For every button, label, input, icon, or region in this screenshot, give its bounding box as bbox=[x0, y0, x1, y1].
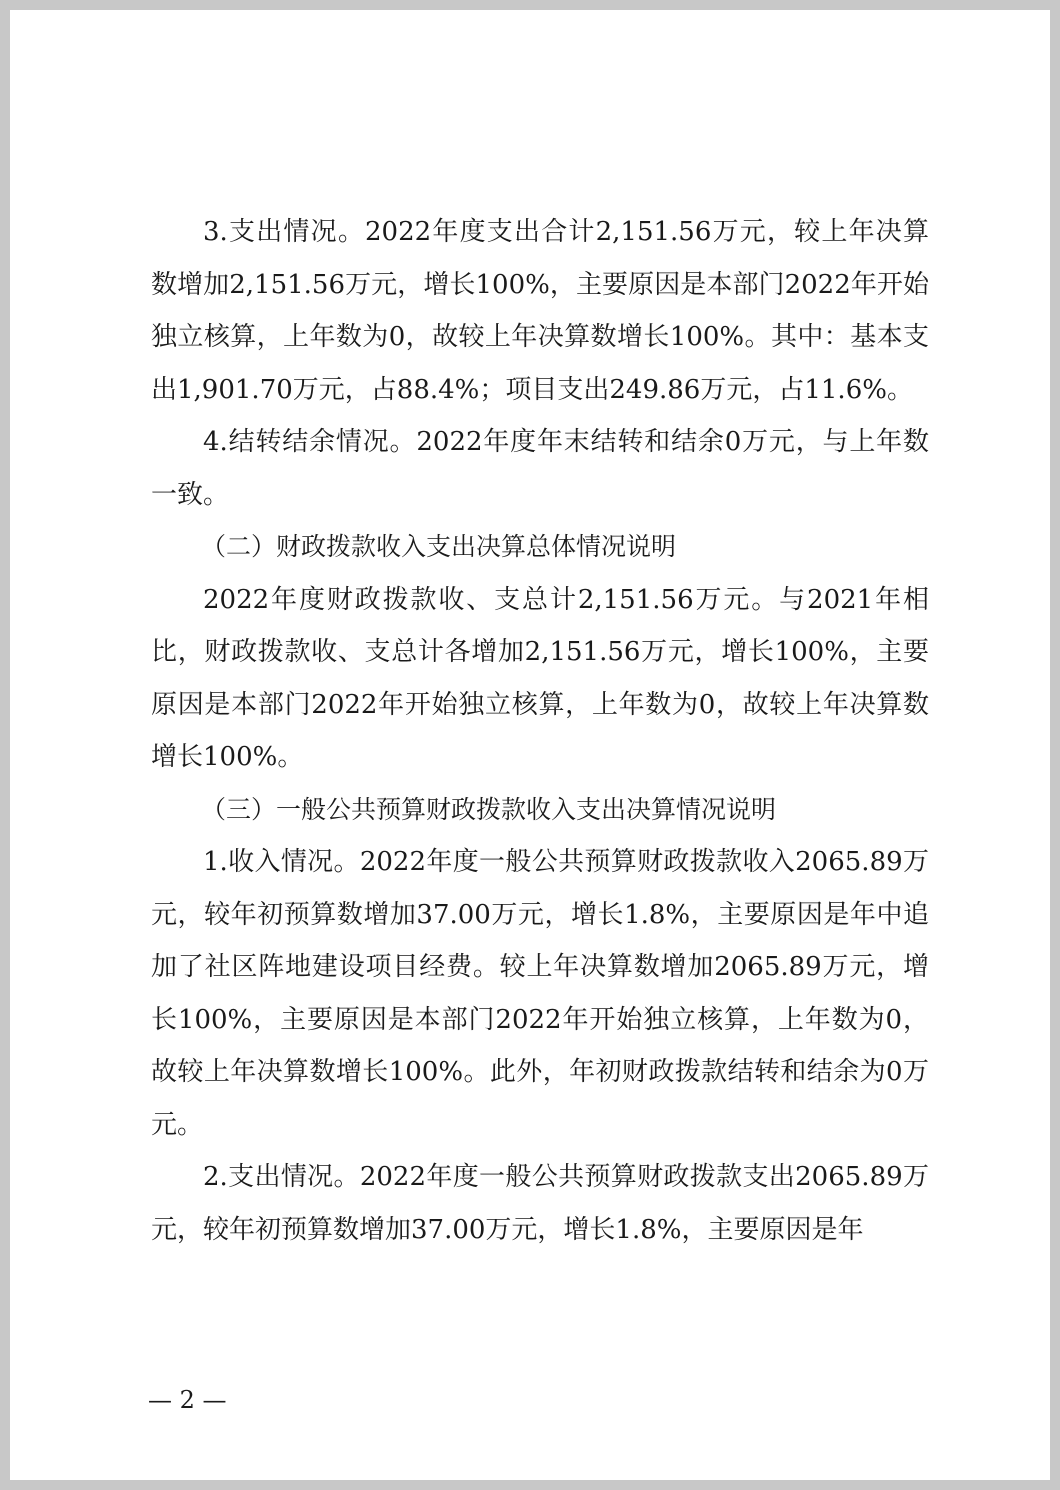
paragraph-expenditure: 3.支出情况。2022年度支出合计2,151.56万元，较上年决算数增加2,151.56万元，增长100%，主要原因是本部门2022年开始独立核算，上年数为0，故较上年决算数增长100%。其中：基本支出1,901.70万元，占88.4%；项目支出249.86万元，占11.6%。 bbox=[151, 217, 929, 405]
page-number: — 2 — bbox=[148, 1386, 227, 1414]
section-heading-fiscal-appropriation: （二）财政拨款收入支出决算总体情况说明 bbox=[201, 532, 677, 561]
paragraph-carryover: 4.结转结余情况。2022年度年末结转和结余0万元，与上年数一致。 bbox=[151, 427, 929, 510]
paragraph-general-expenditure: 2.支出情况。2022年度一般公共预算财政拨款支出2065.89万元，较年初预算数增加37.00万元，增长1.8%，主要原因是年 bbox=[151, 1162, 929, 1245]
section-heading-general-budget: （三）一般公共预算财政拨款收入支出决算情况说明 bbox=[201, 794, 777, 824]
document-body bbox=[151, 206, 929, 1256]
paragraph-income: 1.收入情况。2022年度一般公共预算财政拨款收入2065.89万元，较年初预算数增加37.00万元，增长1.8%，主要原因是年中追加了社区阵地建设项目经费。较上年决算数增加2065.89万元，增长100%，主要原因是本部门2022年开始独立核算，上年数为0，故较上年决算数增长100%。此外，年初财政拨款结转和结余为0万元。 bbox=[151, 847, 929, 1140]
paragraph-fiscal-total: 2022年度财政拨款收、支总计2,151.56万元。与2021年相比，财政拨款收、支总计各增加2,151.56万元，增长100%，主要原因是本部门2022年开始独立核算，上年数为0，故较上年决算数增长100%。 bbox=[151, 584, 929, 772]
document-page bbox=[10, 10, 1050, 1480]
